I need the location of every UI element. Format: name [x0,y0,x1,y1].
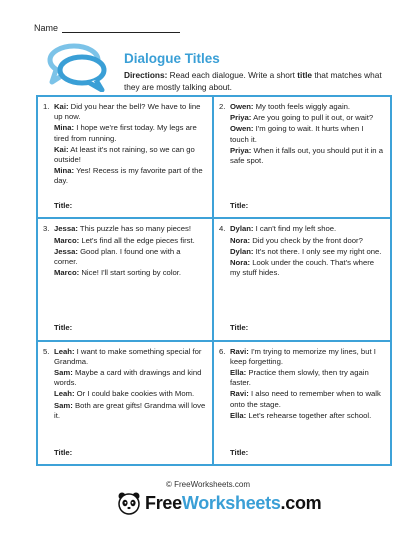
directions-text-1: Read each dialogue. Write a short [167,70,298,80]
name-label: Name [34,23,59,33]
dialogue-content [219,347,384,422]
speaker-name: Kai: [54,144,69,154]
speaker-name: Nora: [230,257,251,267]
dialogue-line [54,347,206,367]
dialogue-line [230,236,384,246]
dialogue-text: Let's find all the edge pieces first. [79,235,195,245]
dialogue-text: Let's rehearse together after school. [246,410,372,420]
dialogue-line [54,123,206,143]
speaker-name: Ella: [230,410,247,420]
dialogue-lines [54,102,206,188]
dialogue-text: I'm trying to memorize my lines, but I keep forgetting. [230,346,376,366]
speaker-name: Kai: [54,102,69,111]
dialogue-text: When it falls out, you should put it in a safe spot. [230,145,383,166]
dialogue-text: Nice! I'll start sorting by color. [79,268,182,278]
dialogue-line [230,368,384,388]
dialogue-line [230,146,384,166]
title-answer-label[interactable]: Title: [230,201,249,211]
dialogue-text: Did you check by the front door? [250,235,363,245]
dialogue-line [54,224,206,234]
dialogue-text: Or I could bake cookies with Mom. [74,389,195,399]
dialogue-grid [36,95,392,466]
speaker-name: Ella: [230,368,247,378]
title-answer-label[interactable]: Title: [54,323,73,333]
dialogue-line [54,389,206,399]
dialogue-text: Are you going to pull it out, or wait? [251,113,374,123]
speaker-name: Leah: [54,389,75,399]
title-answer-label[interactable]: Title: [230,447,249,457]
speaker-name: Marco: [54,268,80,278]
brand-name [145,493,321,514]
dialogue-text: Maybe a card with drawings and kind words. [54,368,202,388]
speaker-name: Ravi: [230,389,249,399]
dialogue-lines [230,102,384,167]
dialogue-line [230,389,384,409]
dialogue-line [54,401,206,421]
dialogue-line [54,145,206,165]
dialogue-content [219,224,384,279]
dialogue-line [230,124,384,144]
copyright: © FreeWorksheets.com [166,480,250,489]
dialogue-line [54,102,206,122]
brand-main: Free [145,492,182,513]
dialogue-line [230,224,384,234]
title-answer-label[interactable]: Title: [54,447,73,457]
dialogue-text: Yes! Recess is my favorite part of the day. [54,166,203,186]
dialogue-text: I also need to remember when to walk onto the stage. [230,389,381,409]
speaker-name: Ravi: [230,346,249,356]
dialogue-content [219,102,384,167]
name-field[interactable] [34,23,180,33]
speaker-name: Sam: [54,400,73,410]
dialogue-content [43,102,206,188]
dialogue-box [38,342,214,464]
dialogue-text: It's not there. I only see my right one. [253,246,382,256]
directions [124,70,392,93]
speaker-name: Leah: [54,346,75,356]
speaker-name: Dylan: [230,224,254,234]
speaker-name: Mina: [54,166,75,176]
dialogue-line [230,411,384,421]
dialogue-line [230,258,384,278]
brand-suffix: .com [280,492,322,513]
dialogue-text: Good plan. I found one with a corner. [54,246,181,266]
dialogue-number: 1. [43,102,50,111]
directions-text-2: that matches what they are mostly talking about. [124,70,382,92]
dialogue-box [38,97,214,219]
speaker-name: Owen: [230,124,254,134]
speaker-name: Sam: [54,368,73,378]
dialogue-line [230,347,384,367]
dialogue-text: Look under the couch. That's where my stuff hides. [230,257,375,278]
dialogue-line [54,247,206,267]
speaker-name: Owen: [230,102,254,111]
dialogue-text: Did you hear the bell? We have to line up now. [54,102,201,122]
dialogue-line [230,113,384,123]
dialogue-number: 3. [43,224,50,234]
speaker-name: Dylan: [230,246,254,256]
dialogue-text: At least it's not raining, so we can go outside! [54,144,195,165]
dialogue-box [38,219,214,341]
dialogue-text: This puzzle has so many pieces! [77,224,192,234]
speech-bubbles-icon [46,42,108,92]
dialogue-lines [230,224,384,279]
dialogue-number: 2. [219,102,226,111]
directions-emphasis: title [297,70,313,80]
title-answer-label[interactable]: Title: [54,201,73,211]
dialogue-number: 5. [43,346,50,356]
dialogue-content [43,224,206,279]
speaker-name: Priya: [230,113,252,123]
speaker-name: Jessa: [54,224,78,234]
dialogue-lines [54,224,206,279]
dialogue-line [230,102,384,112]
dialogue-line [54,268,206,278]
speaker-name: Mina: [54,123,75,133]
speaker-name: Jessa: [54,246,78,256]
dialogue-content [43,347,206,422]
dialogue-line [54,368,206,388]
dialogue-text: My tooth feels wiggly again. [253,102,351,111]
dialogue-lines [54,347,206,422]
dialogue-text: I hope we're first today. My legs are tired from running. [54,123,197,143]
dialogue-box [214,342,390,464]
dialogue-text: I can't find my left shoe. [253,224,337,234]
dialogue-number: 4. [219,224,226,234]
panda-icon [117,491,141,515]
dialogue-line [230,247,384,257]
dialogue-text: I'm going to wait. It hurts when I touch it. [230,124,364,144]
name-underline[interactable] [62,24,180,33]
worksheet-title: Dialogue Titles [124,51,220,66]
dialogue-box [214,219,390,341]
dialogue-text: Practice them slowly, then try again faster. [230,368,369,388]
dialogue-box [214,97,390,219]
dialogue-line [54,236,206,246]
title-answer-label[interactable]: Title: [230,323,249,333]
brand-logo [117,491,321,515]
dialogue-number: 6. [219,346,226,356]
brand-accent: Worksheets [181,492,281,513]
dialogue-text: Both are great gifts! Grandma will love it. [54,400,206,420]
speaker-name: Nora: [230,235,251,245]
dialogue-text: I want to make something special for Grandma. [54,346,202,366]
speaker-name: Marco: [54,235,80,245]
dialogue-line [54,166,206,186]
speaker-name: Priya: [230,145,252,155]
dialogue-lines [230,347,384,422]
directions-label: Directions: [124,70,168,80]
